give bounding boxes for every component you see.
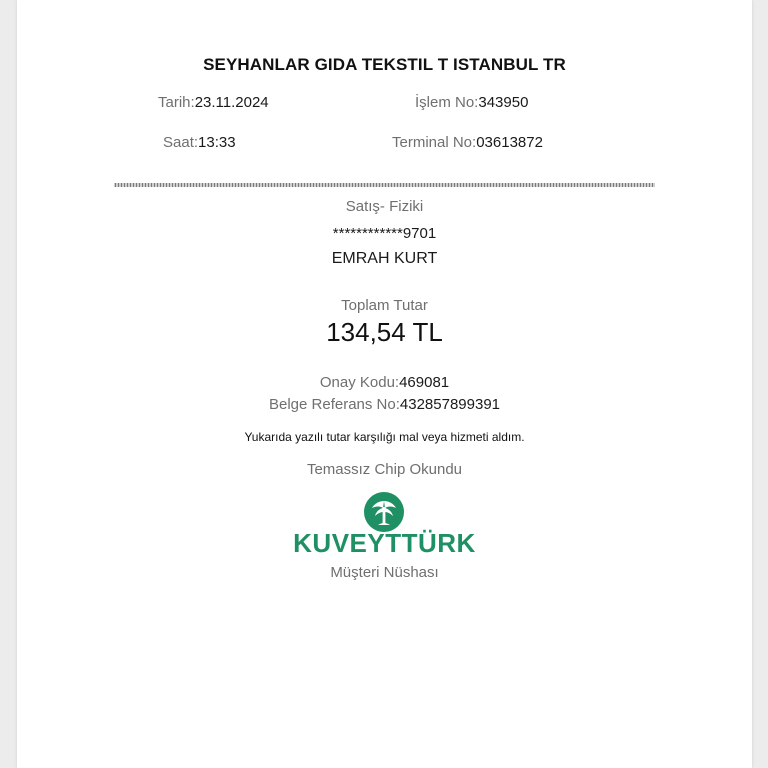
- reference-label: Belge Referans No:: [268, 396, 400, 413]
- date-row: [158, 94, 269, 112]
- transaction-row: [415, 94, 528, 112]
- sale-type: Satış- Fiziki: [345, 198, 424, 215]
- terminal-label: Terminal No:: [392, 134, 477, 151]
- receipt-page: [17, 0, 752, 768]
- masked-card-number: ************9701: [332, 225, 437, 242]
- approval-row: [17, 374, 752, 392]
- acknowledgement-text: Yukarıda yazılı tutar karşılığı mal veya hizmeti aldım.: [244, 430, 525, 444]
- transaction-label: İşlem No:: [415, 94, 479, 111]
- total-label: Toplam Tutar: [341, 297, 428, 314]
- kuveytturk-logo-icon: [363, 491, 405, 533]
- date-value: 23.11.2024: [194, 94, 269, 111]
- transaction-value: 343950: [478, 94, 529, 111]
- time-row: [163, 134, 236, 152]
- time-label: Saat:: [163, 134, 199, 151]
- bank-name-logo: KUVEYTTÜRK: [293, 528, 476, 558]
- cardholder-name: EMRAH KURT: [331, 250, 438, 267]
- time-value: 13:33: [198, 134, 236, 151]
- merchant-name: SEYHANLAR GIDA TEKSTIL T ISTANBUL TR: [203, 55, 566, 74]
- date-label: Tarih:: [158, 94, 195, 111]
- approval-value: 469081: [399, 374, 450, 391]
- copy-label: Müşteri Nüshası: [330, 564, 439, 581]
- approval-label: Onay Kodu:: [319, 374, 400, 391]
- terminal-row: [392, 134, 543, 152]
- reference-row: [17, 396, 752, 414]
- terminal-value: 03613872: [476, 134, 543, 151]
- reference-value: 432857899391: [399, 396, 500, 413]
- contactless-note: Temassız Chip Okundu: [306, 461, 463, 478]
- total-amount: 134,54 TL: [326, 317, 443, 347]
- dotted-separator: [114, 183, 655, 187]
